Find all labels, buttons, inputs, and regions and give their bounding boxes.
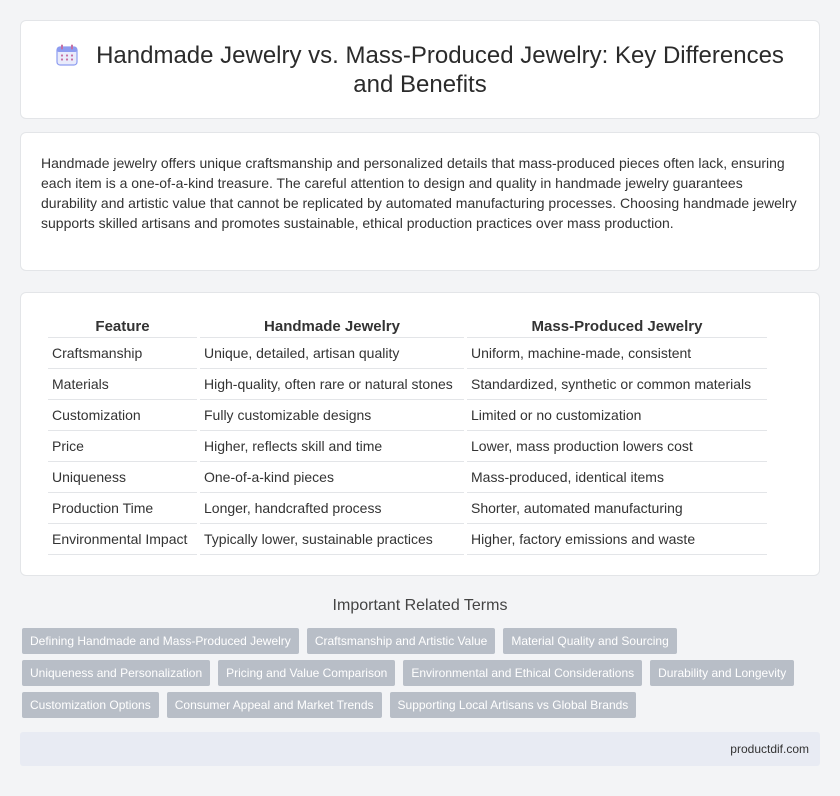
header-feature: Feature [48, 315, 197, 338]
table-row [48, 462, 767, 493]
related-term-tag[interactable]: Material Quality and Sourcing [503, 628, 676, 654]
comparison-table [45, 315, 770, 555]
related-term-tag[interactable]: Pricing and Value Comparison [218, 660, 395, 686]
cell-handmade: Longer, handcrafted process [200, 493, 464, 524]
cell-mass-produced: Lower, mass production lowers cost [467, 431, 767, 462]
table-header-row [48, 315, 767, 338]
table-row [48, 338, 767, 369]
page-title-text: Handmade Jewelry vs. Mass-Produced Jewelry: Key Differences and Benefits [96, 41, 784, 98]
header-handmade: Handmade Jewelry [200, 315, 464, 338]
table-row [48, 524, 767, 555]
related-term-tag[interactable]: Uniqueness and Personalization [22, 660, 210, 686]
calendar-icon [56, 44, 78, 66]
cell-handmade: Unique, detailed, artisan quality [200, 338, 464, 369]
cell-mass-produced: Mass-produced, identical items [467, 462, 767, 493]
cell-mass-produced: Limited or no customization [467, 400, 767, 431]
related-term-tag[interactable]: Customization Options [22, 692, 159, 718]
cell-handmade: High-quality, often rare or natural stones [200, 369, 464, 400]
table-row [48, 431, 767, 462]
cell-mass-produced: Uniform, machine-made, consistent [467, 338, 767, 369]
cell-feature: Production Time [48, 493, 197, 524]
cell-mass-produced: Higher, factory emissions and waste [467, 524, 767, 555]
footer-bar [20, 732, 820, 766]
header-mass-produced: Mass-Produced Jewelry [467, 315, 767, 338]
related-term-tag[interactable]: Environmental and Ethical Considerations [403, 660, 642, 686]
cell-handmade: Higher, reflects skill and time [200, 431, 464, 462]
comparison-card [20, 292, 820, 576]
cell-feature: Craftsmanship [48, 338, 197, 369]
cell-feature: Price [48, 431, 197, 462]
cell-handmade: Typically lower, sustainable practices [200, 524, 464, 555]
related-term-tag[interactable]: Defining Handmade and Mass-Produced Jewelry [22, 628, 299, 654]
table-row [48, 369, 767, 400]
cell-feature: Uniqueness [48, 462, 197, 493]
cell-feature: Materials [48, 369, 197, 400]
cell-feature: Customization [48, 400, 197, 431]
related-terms-title: Important Related Terms [332, 597, 508, 614]
related-term-tag[interactable]: Durability and Longevity [650, 660, 794, 686]
footer-site-link[interactable]: productdif.com [730, 742, 809, 756]
page-title [51, 41, 789, 99]
table-row [48, 493, 767, 524]
related-term-tag[interactable]: Consumer Appeal and Market Trends [167, 692, 382, 718]
cell-mass-produced: Shorter, automated manufacturing [467, 493, 767, 524]
cell-feature: Environmental Impact [48, 524, 197, 555]
related-term-tag[interactable]: Craftsmanship and Artistic Value [307, 628, 496, 654]
intro-card [20, 132, 820, 271]
cell-handmade: Fully customizable designs [200, 400, 464, 431]
header-card [20, 20, 820, 119]
table-row [48, 400, 767, 431]
cell-handmade: One-of-a-kind pieces [200, 462, 464, 493]
cell-mass-produced: Standardized, synthetic or common materials [467, 369, 767, 400]
intro-paragraph: Handmade jewelry offers unique craftsmanship and personalized details that mass-produced pieces often lack, ensuring each item is a one-of-a-kind treasure. The careful attention to design and quality in handmade jewelry guarantees durability and artistic value that cannot be replicated by automated manufacturing processes. Choosing handmade jewelry supports skilled artisans and promotes sustainable, ethical production practices over mass production. [41, 155, 797, 231]
related-terms-list [22, 628, 822, 718]
related-term-tag[interactable]: Supporting Local Artisans vs Global Brands [390, 692, 637, 718]
